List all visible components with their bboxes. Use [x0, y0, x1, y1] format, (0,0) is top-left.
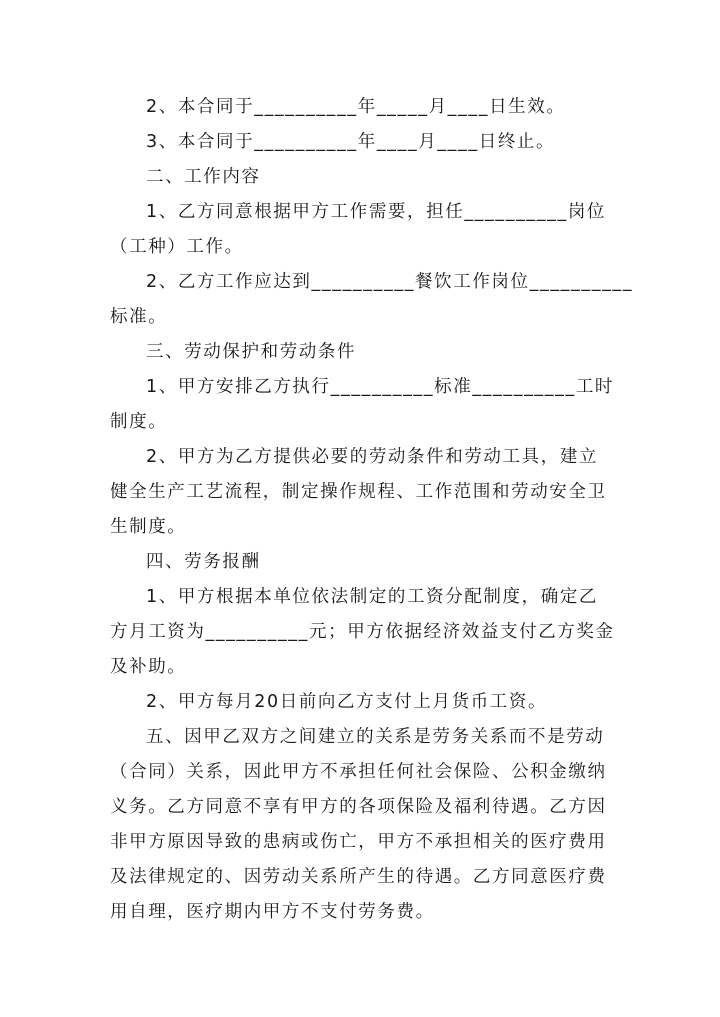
text-line: 健全生产工艺流程，制定操作规程、工作范围和劳动安全卫	[110, 482, 607, 502]
section-heading: 五、因甲乙双方之间建立的关系是劳务关系而不是劳动	[146, 727, 605, 747]
text-line: 方月工资为__________元；甲方依据经济效益支付乙方奖金	[110, 622, 615, 642]
section-heading: 三、劳动保护和劳动条件	[146, 342, 357, 362]
text-line: 生制度。	[110, 517, 187, 537]
text-line: 制度。	[110, 412, 168, 432]
text-line: 及补助。	[110, 657, 187, 677]
text-line: 非甲方原因导致的患病或伤亡，甲方不承担相关的医疗费用	[110, 832, 607, 852]
text-line: 2、甲方每月20日前向乙方支付上月货币工资。	[146, 692, 548, 712]
text-line: 3、本合同于__________年____月____日终止。	[146, 132, 556, 152]
text-line: 及法律规定的、因劳动关系所产生的待遇。乙方同意医疗费	[110, 867, 607, 887]
text-line: （工种）工作。	[110, 237, 244, 257]
text-line: 义务。乙方同意不享有甲方的各项保险及福利待遇。乙方因	[110, 797, 607, 817]
text-line: 1、甲方根据本单位依法制定的工资分配制度，确定乙	[146, 587, 599, 607]
section-heading: 四、劳务报酬	[146, 552, 261, 572]
text-line: 2、乙方工作应达到__________餐饮工作岗位__________	[146, 272, 634, 292]
text-line: 2、本合同于__________年_____月____日生效。	[146, 97, 566, 117]
text-line: 用自理，医疗期内甲方不支付劳务费。	[110, 902, 435, 922]
document-body	[110, 90, 634, 930]
text-line: 2、甲方为乙方提供必要的劳动条件和劳动工具，建立	[146, 447, 599, 467]
text-line: 1、乙方同意根据甲方工作需要，担任__________岗位	[146, 202, 607, 222]
section-heading: 二、工作内容	[146, 167, 261, 187]
text-line: 标准。	[110, 307, 168, 327]
text-line: 1、甲方安排乙方执行__________标准__________工时	[146, 377, 615, 397]
text-line: （合同）关系，因此甲方不承担任何社会保险、公积金缴纳	[110, 762, 607, 782]
